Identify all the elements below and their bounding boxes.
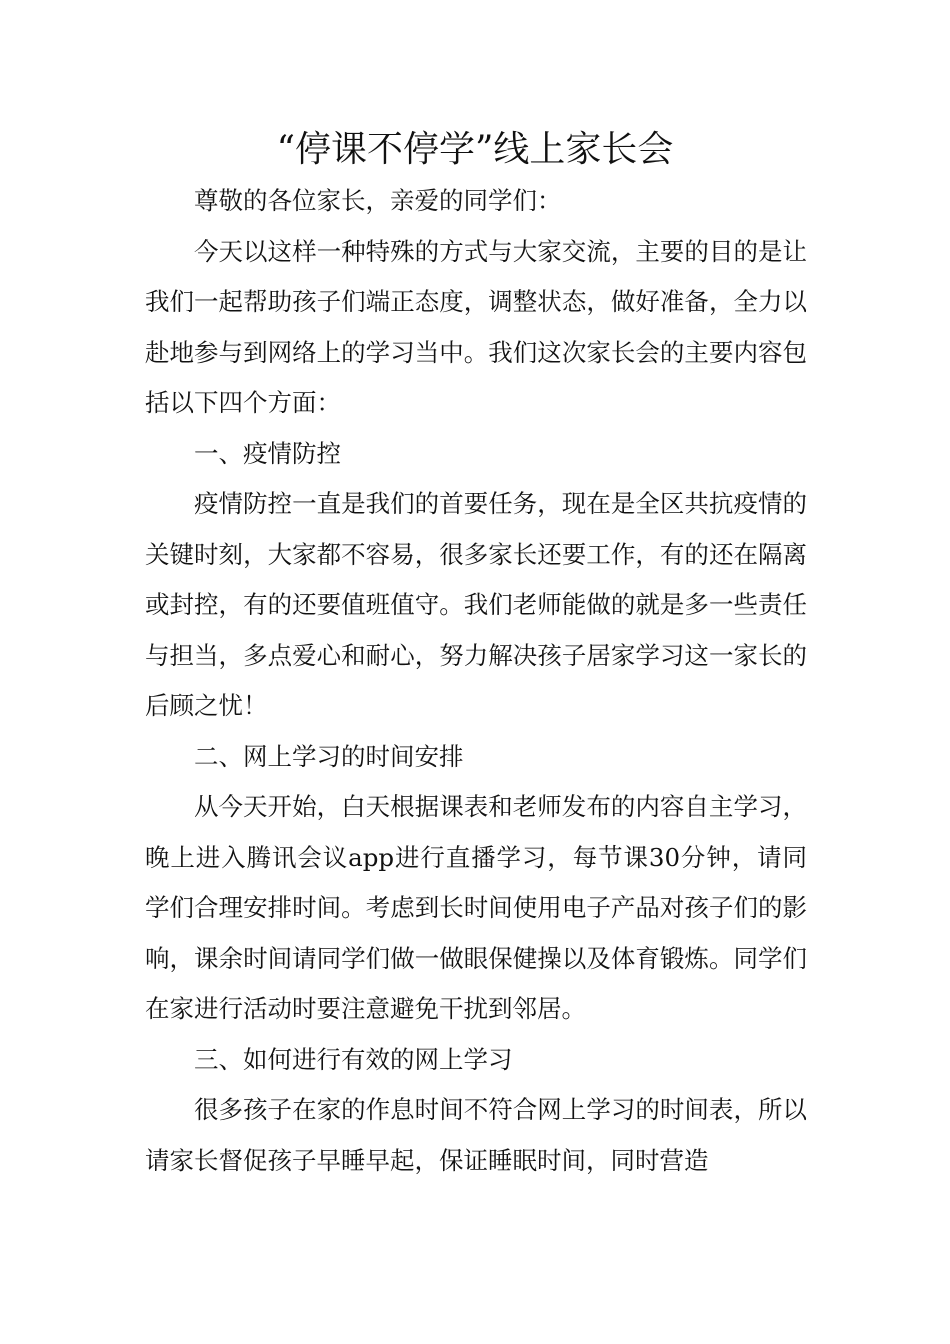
intro-paragraph: 今天以这样一种特殊的方式与大家交流，主要的目的是让我们一起帮助孩子们端正态度，调整状态，做好准备，全力以赴地参与到网络上的学习当中。我们这次家长会的主要内容包括以下四个方面： (145, 236, 807, 417)
document-title: “停课不停学”线上家长会 (276, 129, 674, 170)
section-heading-epidemic-control: 一、疫情防控 (194, 438, 341, 468)
effective-learning-paragraph: 很多孩子在家的作息时间不符合网上学习的时间表，所以请家长督促孩子早睡早起，保证睡眠时间，同时营造 (145, 1095, 807, 1175)
section-heading-schedule: 二、网上学习的时间安排 (194, 741, 464, 771)
document-body (145, 176, 807, 1186)
epidemic-control-paragraph: 疫情防控一直是我们的首要任务，现在是全区共抗疫情的关键时刻，大家都不容易，很多家长还要工作，有的还在隔离或封控，有的还要值班值守。我们老师能做的就是多一些责任与担当，多点爱心和耐心，努力解决孩子居家学习这一家长的后顾之忧！ (145, 489, 807, 720)
section-heading-effective-learning: 三、如何进行有效的网上学习 (194, 1044, 513, 1074)
schedule-paragraph: 从今天开始，白天根据课表和老师发布的内容自主学习，晚上进入腾讯会议app进行直播学习，每节课30分钟，请同学们合理安排时间。考虑到长时间使用电子产品对孩子们的影响，课余时间请同学们做一做眼保健操以及体育锻炼。同学们在家进行活动时要注意避免干扰到邻居。 (145, 792, 807, 1023)
salutation-paragraph: 尊敬的各位家长，亲爱的同学们： (194, 186, 562, 215)
